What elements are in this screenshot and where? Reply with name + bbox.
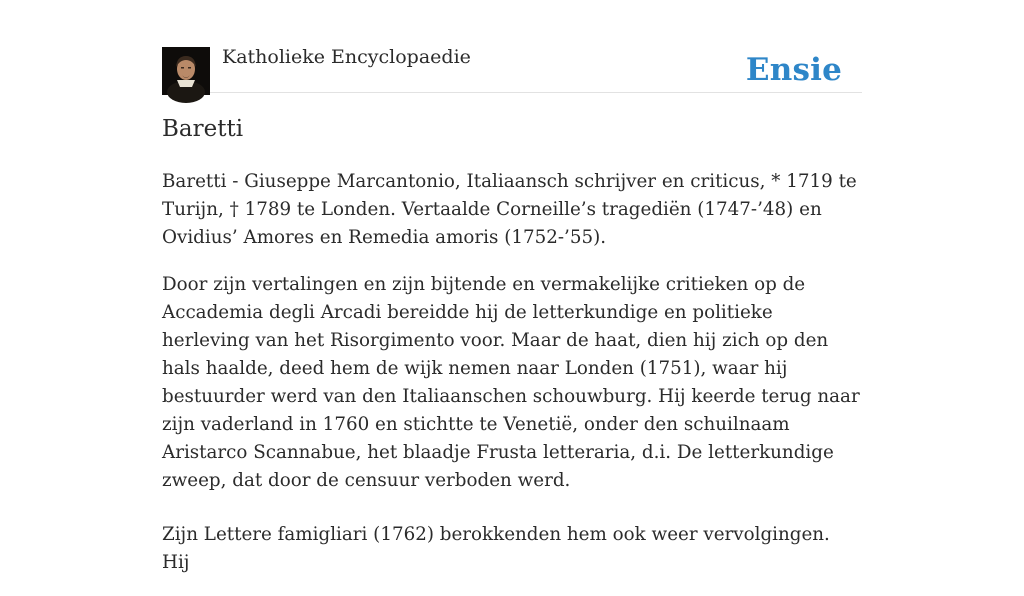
source-name[interactable]: Katholieke Encyclopaedie [222,46,471,68]
brand-logo[interactable]: Ensie [745,52,842,88]
article-paragraph: Door zijn vertalingen en zijn bijtende en vermakelijke critieken op de Accademia degli Arcadi bereidde hij de letterkundige en politieke herleving van het Risorgimento voor. Maar de haat, dien hij zich op den hals haalde, deed hem de wijk nemen naar Londen (1751), waar hij bestuurder werd van den Italiaanschen schouwburg. Hij keerde terug naar zijn vaderland in 1760 en stichtte te Venetië, onder den schuilnaam Aristarco Scannabue, het blaadje Frusta letteraria, d.i. De letterkundige zweep, dat door de censuur verboden werd. [162,274,860,491]
article-paragraph: Zijn Lettere famigliari (1762) berokkenden hem ook weer vervolgingen. Hij [162,524,830,573]
page [162,0,862,573]
article-title: Baretti [162,116,244,142]
portrait-avatar-icon[interactable] [162,47,210,95]
site-header [162,0,862,93]
article-paragraph: Baretti - Giuseppe Marcantonio, Italiaansch schrijver en criticus, * 1719 te Turijn, † 1789 te Londen. Vertaalde Corneille’s tragediën (1747-’48) en Ovidius’ Amores en Remedia amoris (1752-’55). [162,171,857,248]
article-body [162,168,862,596]
